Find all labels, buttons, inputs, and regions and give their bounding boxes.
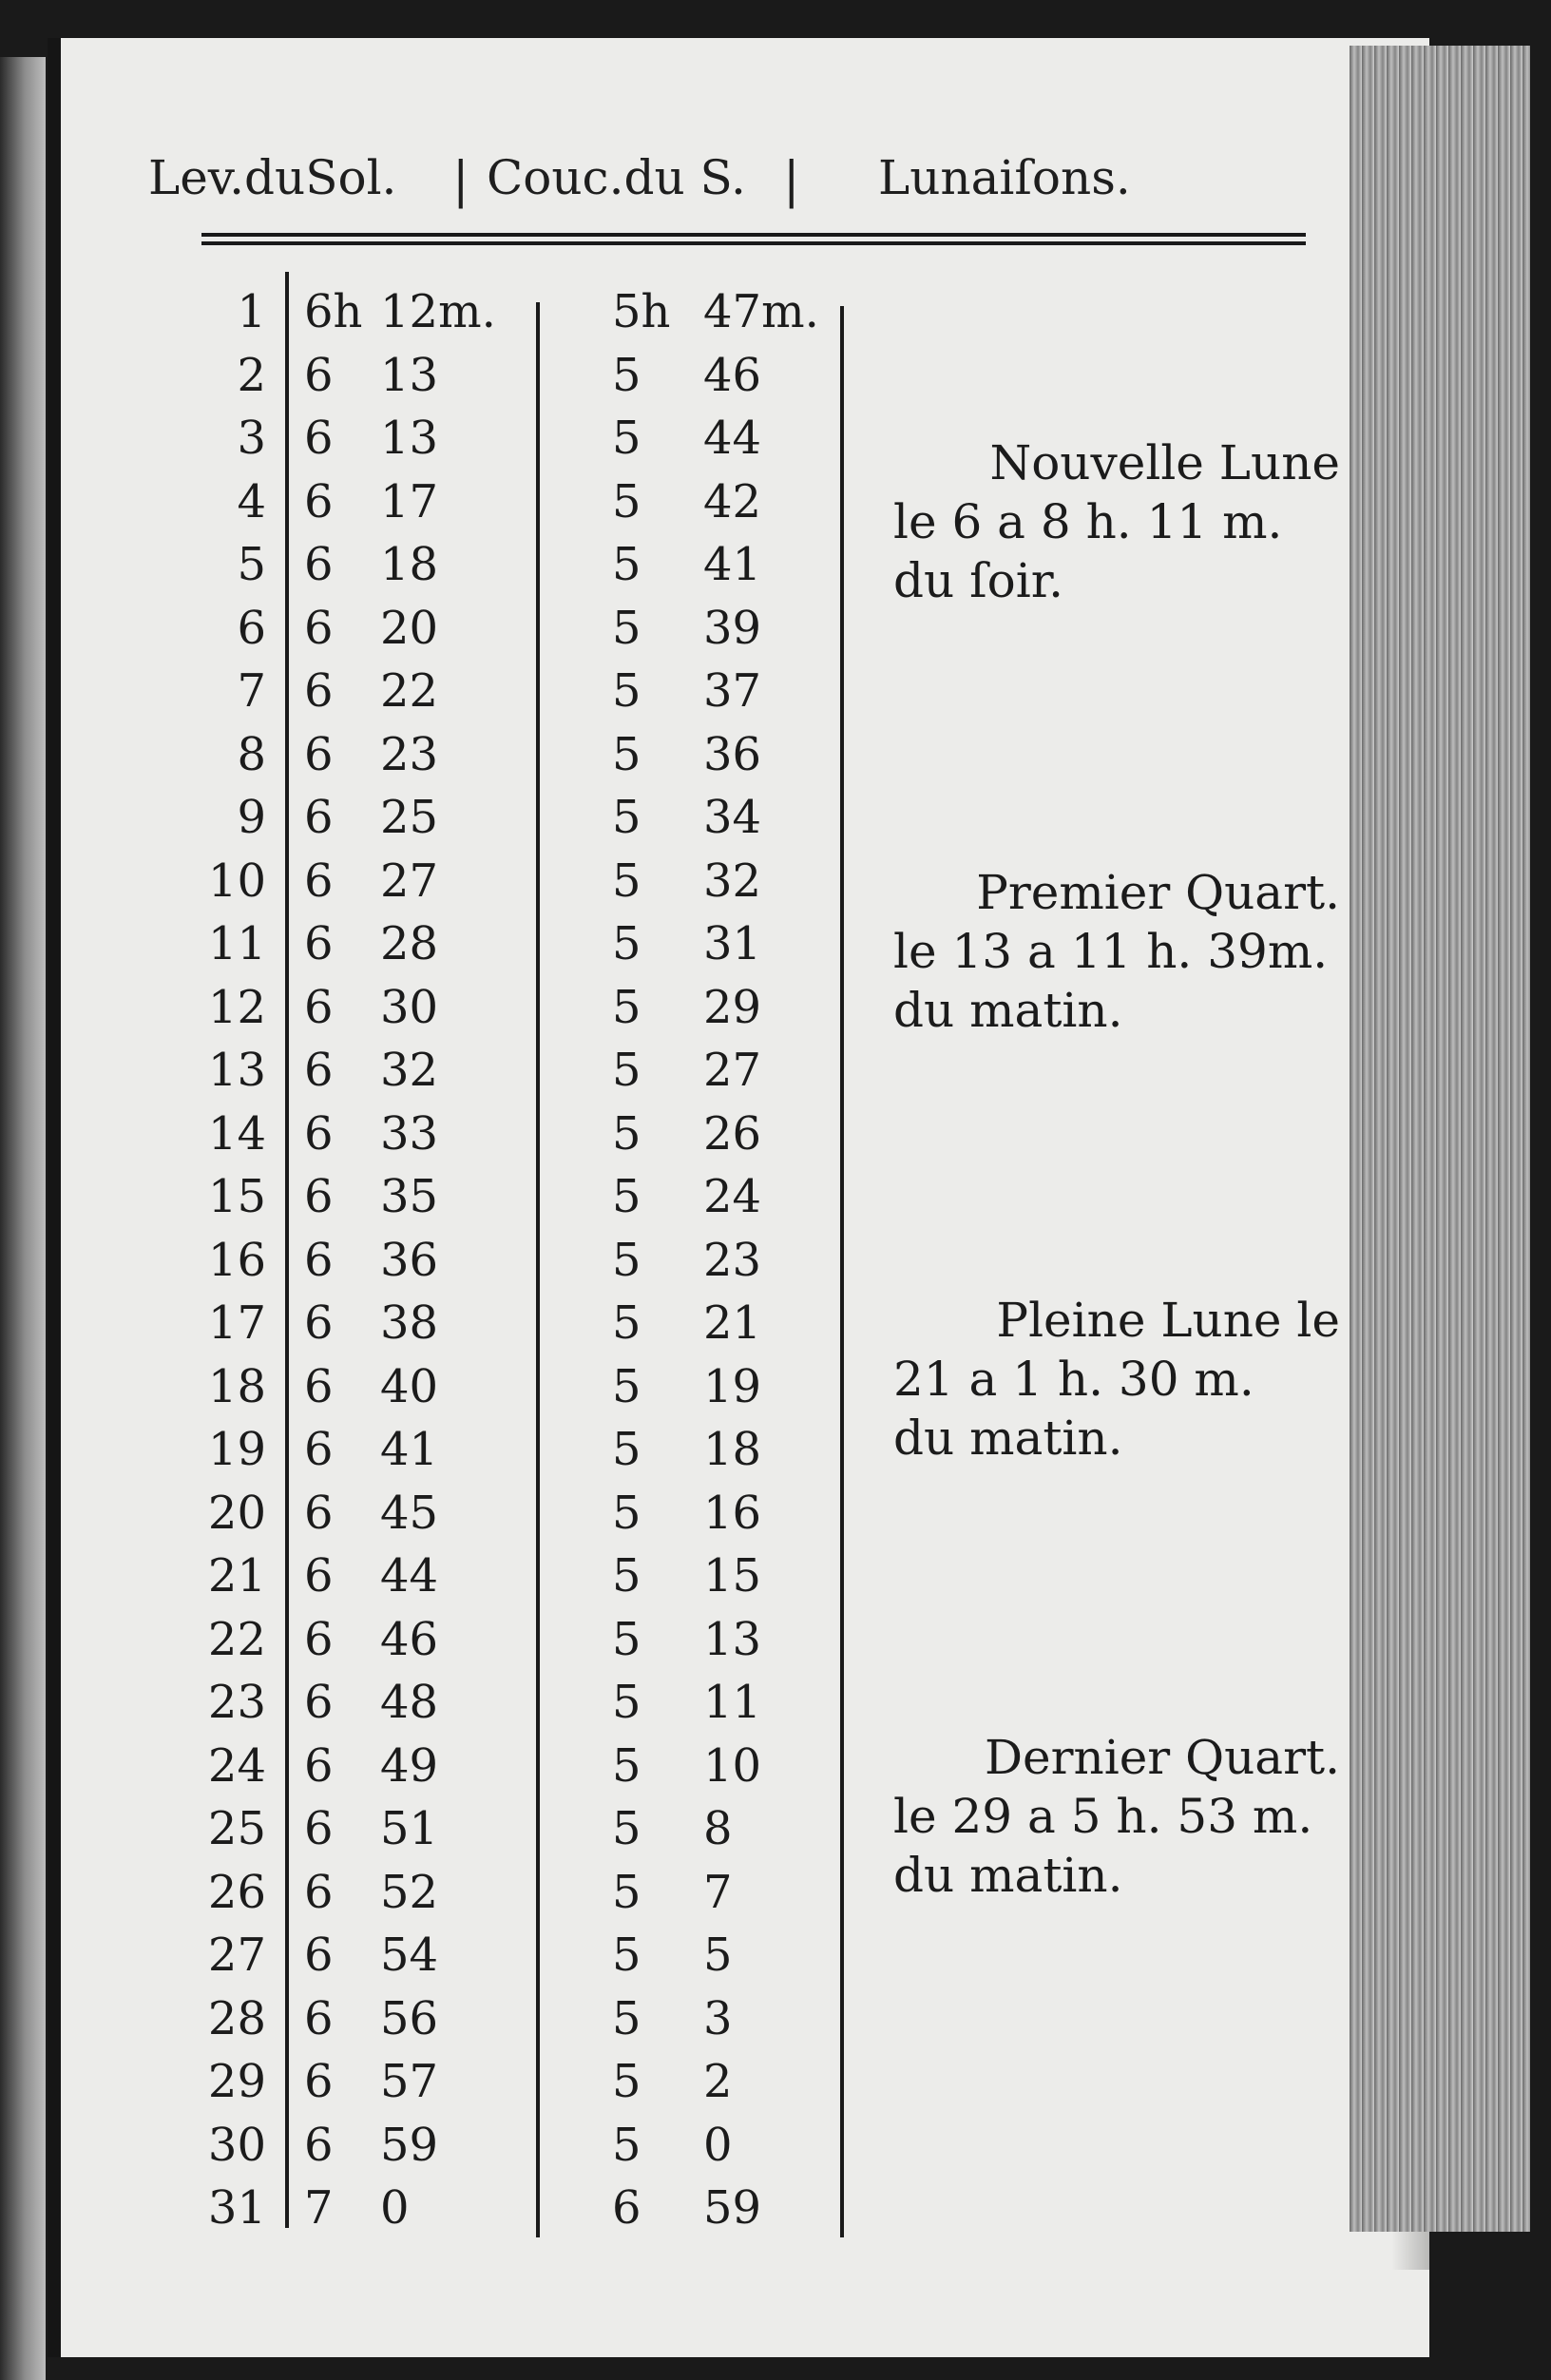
sunrise-hour: 6 <box>304 917 334 970</box>
sunrise-minute: 45 <box>380 1486 439 1540</box>
sunset-minute: 47m. <box>703 285 819 338</box>
sunset-hour: 5 <box>612 1929 641 1982</box>
phase-title: Nouvelle Lune <box>989 435 1340 490</box>
sunset-minute: 13 <box>703 1612 762 1666</box>
table-row <box>61 791 1391 848</box>
sunrise-hour: 6 <box>304 1233 334 1287</box>
page-fore-edge <box>1350 46 1530 2232</box>
sunset-minute: 44 <box>703 412 762 465</box>
sunrise-hour: 6 <box>304 1929 334 1982</box>
phase-period: du ſoir. <box>893 553 1064 608</box>
sunset-minute: 24 <box>703 1170 762 1223</box>
table-row <box>61 2181 1391 2238</box>
day-number: 30 <box>207 2118 266 2172</box>
day-number: 8 <box>237 727 266 781</box>
day-number: 3 <box>237 412 266 465</box>
sunset-minute: 32 <box>703 854 762 908</box>
sunset-hour: 5 <box>612 1106 641 1161</box>
phase-period: du matin. <box>893 1848 1123 1903</box>
header-sunrise: Lev.duSol. <box>148 150 397 205</box>
sunset-minute: 26 <box>703 1106 762 1161</box>
sunrise-minute: 35 <box>380 1170 439 1223</box>
sunrise-minute: 17 <box>380 474 439 528</box>
day-number: 1 <box>237 285 266 338</box>
sunset-hour: 5 <box>612 2055 641 2108</box>
sunset-hour: 5 <box>612 538 641 591</box>
sunrise-minute: 41 <box>380 1423 439 1476</box>
sunrise-minute: 38 <box>380 1296 439 1350</box>
sunrise-minute: 59 <box>380 2118 439 2172</box>
sunset-minute: 39 <box>703 601 762 655</box>
sunset-hour: 5 <box>612 1044 641 1097</box>
sunrise-minute: 18 <box>380 538 439 591</box>
day-number: 27 <box>207 1929 266 1982</box>
table-row <box>61 1170 1391 1227</box>
table-row <box>61 1044 1391 1101</box>
phase-time: le 6 a 8 h. 11 m. <box>893 494 1283 549</box>
day-number: 4 <box>237 474 266 528</box>
header-rule <box>201 241 1306 245</box>
left-page-edge <box>0 57 46 2380</box>
phase-last-quarter <box>893 1728 1340 1905</box>
sunrise-hour: 6 <box>304 1296 334 1350</box>
sunset-hour: 5 <box>612 1423 641 1476</box>
sunrise-hour: 6 <box>304 1738 334 1793</box>
day-number: 11 <box>207 917 266 970</box>
day-number: 17 <box>207 1296 266 1350</box>
day-number: 13 <box>207 1044 266 1097</box>
table-row <box>61 1613 1391 1670</box>
table-row <box>61 1234 1391 1291</box>
table-row <box>61 1549 1391 1606</box>
sunrise-minute: 20 <box>380 601 439 655</box>
phase-title: Dernier Quart. <box>984 1730 1340 1785</box>
sunset-hour: 5 <box>612 1296 641 1350</box>
sunset-minute: 2 <box>703 2055 733 2108</box>
phase-period: du matin. <box>893 1411 1123 1466</box>
sunrise-hour: 6 <box>304 854 334 908</box>
sunrise-minute: 36 <box>380 1233 439 1287</box>
sunset-minute: 31 <box>703 917 762 970</box>
table-row <box>61 349 1391 406</box>
day-number: 26 <box>207 1865 266 1919</box>
sunset-hour: 5 <box>612 412 641 465</box>
sunset-minute: 15 <box>703 1549 762 1603</box>
sunrise-minute: 28 <box>380 917 439 970</box>
day-number: 28 <box>207 1991 266 2045</box>
sunset-minute: 0 <box>703 2118 733 2172</box>
sunrise-hour: 6 <box>304 2055 334 2108</box>
day-number: 19 <box>207 1423 266 1476</box>
sunset-minute: 11 <box>703 1676 762 1729</box>
sunrise-minute: 13 <box>380 412 439 465</box>
sunset-hour: 5 <box>612 854 641 908</box>
sunset-minute: 5 <box>703 1929 733 1982</box>
sunset-hour: 5 <box>612 1486 641 1540</box>
day-number: 6 <box>237 601 266 655</box>
phase-new-moon <box>893 433 1340 610</box>
sunset-minute: 59 <box>703 2181 762 2235</box>
sunrise-hour: 6 <box>304 727 334 781</box>
day-number: 7 <box>237 664 266 718</box>
sunrise-hour: 6 <box>304 348 334 402</box>
day-number: 18 <box>207 1359 266 1413</box>
sunrise-minute: 54 <box>380 1929 439 1982</box>
header-rule <box>201 233 1306 237</box>
sunset-hour: 5 <box>612 1549 641 1603</box>
sunset-hour: 5 <box>612 1359 641 1413</box>
sunset-hour: 5 <box>612 1612 641 1666</box>
sunrise-hour: 6 <box>304 1106 334 1161</box>
table-row <box>61 1487 1391 1544</box>
sunrise-minute: 51 <box>380 1802 439 1855</box>
sunrise-minute: 49 <box>380 1738 439 1793</box>
table-row <box>61 2119 1391 2176</box>
sunrise-minute: 52 <box>380 1865 439 1919</box>
sunset-hour: 5 <box>612 1676 641 1729</box>
sunset-hour: 5 <box>612 348 641 402</box>
sunset-hour: 5 <box>612 601 641 655</box>
table-row <box>61 285 1391 342</box>
day-number: 16 <box>207 1233 266 1287</box>
sunrise-hour: 6 <box>304 412 334 465</box>
almanac-page <box>48 38 1429 2357</box>
sunset-minute: 37 <box>703 664 762 718</box>
sunset-hour: 5 <box>612 664 641 718</box>
sunrise-minute: 46 <box>380 1612 439 1666</box>
sunrise-minute: 40 <box>380 1359 439 1413</box>
sunset-minute: 21 <box>703 1296 762 1350</box>
sunset-minute: 46 <box>703 348 762 402</box>
sunrise-hour: 6 <box>304 601 334 655</box>
sunrise-minute: 27 <box>380 854 439 908</box>
sunrise-hour: 6h <box>304 285 363 338</box>
sunset-minute: 42 <box>703 474 762 528</box>
day-number: 23 <box>207 1676 266 1729</box>
sunrise-hour: 6 <box>304 538 334 591</box>
day-number: 9 <box>237 791 266 844</box>
sunset-minute: 10 <box>703 1738 762 1793</box>
sunrise-hour: 6 <box>304 1044 334 1097</box>
table-row <box>61 2055 1391 2112</box>
sunset-hour: 5 <box>612 474 641 528</box>
sunrise-minute: 44 <box>380 1549 439 1603</box>
sunrise-hour: 6 <box>304 791 334 844</box>
sunset-hour: 5 <box>612 791 641 844</box>
sunset-hour: 5 <box>612 1865 641 1919</box>
sunrise-minute: 0 <box>380 2181 410 2235</box>
sunrise-hour: 6 <box>304 1359 334 1413</box>
table-row <box>61 1107 1391 1164</box>
sunset-minute: 36 <box>703 727 762 781</box>
day-number: 25 <box>207 1802 266 1855</box>
sunrise-hour: 6 <box>304 664 334 718</box>
day-number: 15 <box>207 1170 266 1223</box>
sunset-minute: 29 <box>703 980 762 1034</box>
sunset-hour: 5 <box>612 1802 641 1855</box>
sunrise-hour: 6 <box>304 980 334 1034</box>
phase-title: Premier Quart. <box>976 865 1340 920</box>
day-number: 21 <box>207 1549 266 1603</box>
sunrise-hour: 6 <box>304 1865 334 1919</box>
sunset-hour: 5 <box>612 727 641 781</box>
table-row <box>61 664 1391 721</box>
day-number: 24 <box>207 1738 266 1793</box>
sunrise-minute: 32 <box>380 1044 439 1097</box>
sunset-hour: 5 <box>612 1738 641 1793</box>
sunrise-minute: 56 <box>380 1991 439 2045</box>
phase-first-quarter <box>893 863 1340 1040</box>
day-number: 14 <box>207 1106 266 1161</box>
day-number: 12 <box>207 980 266 1034</box>
day-number: 10 <box>207 854 266 908</box>
header-sunset: Couc.du S. <box>487 150 746 205</box>
sunrise-minute: 30 <box>380 980 439 1034</box>
phase-full-moon <box>893 1291 1340 1468</box>
sunset-minute: 41 <box>703 538 762 591</box>
table-row <box>61 728 1391 785</box>
sunrise-minute: 33 <box>380 1106 439 1161</box>
phase-title: Pleine Lune le <box>996 1293 1340 1348</box>
phase-time: le 13 a 11 h. 39m. <box>893 924 1329 979</box>
sunset-hour: 5 <box>612 2118 641 2172</box>
table-row <box>61 1676 1391 1733</box>
sunrise-hour: 6 <box>304 1991 334 2045</box>
sunset-minute: 18 <box>703 1423 762 1476</box>
sunset-minute: 27 <box>703 1044 762 1097</box>
sunrise-hour: 7 <box>304 2181 334 2235</box>
sunrise-hour: 6 <box>304 1486 334 1540</box>
sunset-minute: 23 <box>703 1233 762 1287</box>
header-separator: | <box>452 152 469 209</box>
sunrise-hour: 6 <box>304 1549 334 1603</box>
day-number: 29 <box>207 2055 266 2108</box>
sunset-hour: 6 <box>612 2181 641 2235</box>
phase-time: le 29 a 5 h. 53 m. <box>893 1789 1313 1844</box>
day-number: 22 <box>207 1612 266 1666</box>
sunset-minute: 3 <box>703 1991 733 2045</box>
sunset-minute: 7 <box>703 1865 733 1919</box>
sunset-hour: 5 <box>612 980 641 1034</box>
sunset-minute: 8 <box>703 1802 733 1855</box>
day-number: 20 <box>207 1486 266 1540</box>
day-number: 2 <box>237 348 266 402</box>
day-number: 5 <box>237 538 266 591</box>
sunset-hour: 5 <box>612 1233 641 1287</box>
sunrise-minute: 13 <box>380 348 439 402</box>
sunset-minute: 34 <box>703 791 762 844</box>
sunrise-hour: 6 <box>304 2118 334 2172</box>
sunrise-hour: 6 <box>304 1612 334 1666</box>
sunset-hour: 5 <box>612 917 641 970</box>
sunrise-minute: 23 <box>380 727 439 781</box>
table-row <box>61 1929 1391 1986</box>
phase-time: 21 a 1 h. 30 m. <box>893 1352 1254 1407</box>
header-lunations: Lunaiſons. <box>878 150 1131 205</box>
sunset-hour: 5h <box>612 285 671 338</box>
sunrise-hour: 6 <box>304 1802 334 1855</box>
sunrise-minute: 25 <box>380 791 439 844</box>
day-number: 31 <box>207 2181 266 2235</box>
sunrise-hour: 6 <box>304 1676 334 1729</box>
sunrise-minute: 22 <box>380 664 439 718</box>
sunrise-minute: 12m. <box>380 285 496 338</box>
sunset-minute: 19 <box>703 1359 762 1413</box>
phase-period: du matin. <box>893 983 1123 1038</box>
sunrise-hour: 6 <box>304 474 334 528</box>
sunrise-minute: 48 <box>380 1676 439 1729</box>
table-row <box>61 1992 1391 2049</box>
sunrise-hour: 6 <box>304 1170 334 1223</box>
sunset-minute: 16 <box>703 1486 762 1540</box>
sunrise-minute: 57 <box>380 2055 439 2108</box>
sunset-hour: 5 <box>612 1170 641 1223</box>
sunset-hour: 5 <box>612 1991 641 2045</box>
sunrise-hour: 6 <box>304 1423 334 1476</box>
header-separator: | <box>783 152 800 209</box>
